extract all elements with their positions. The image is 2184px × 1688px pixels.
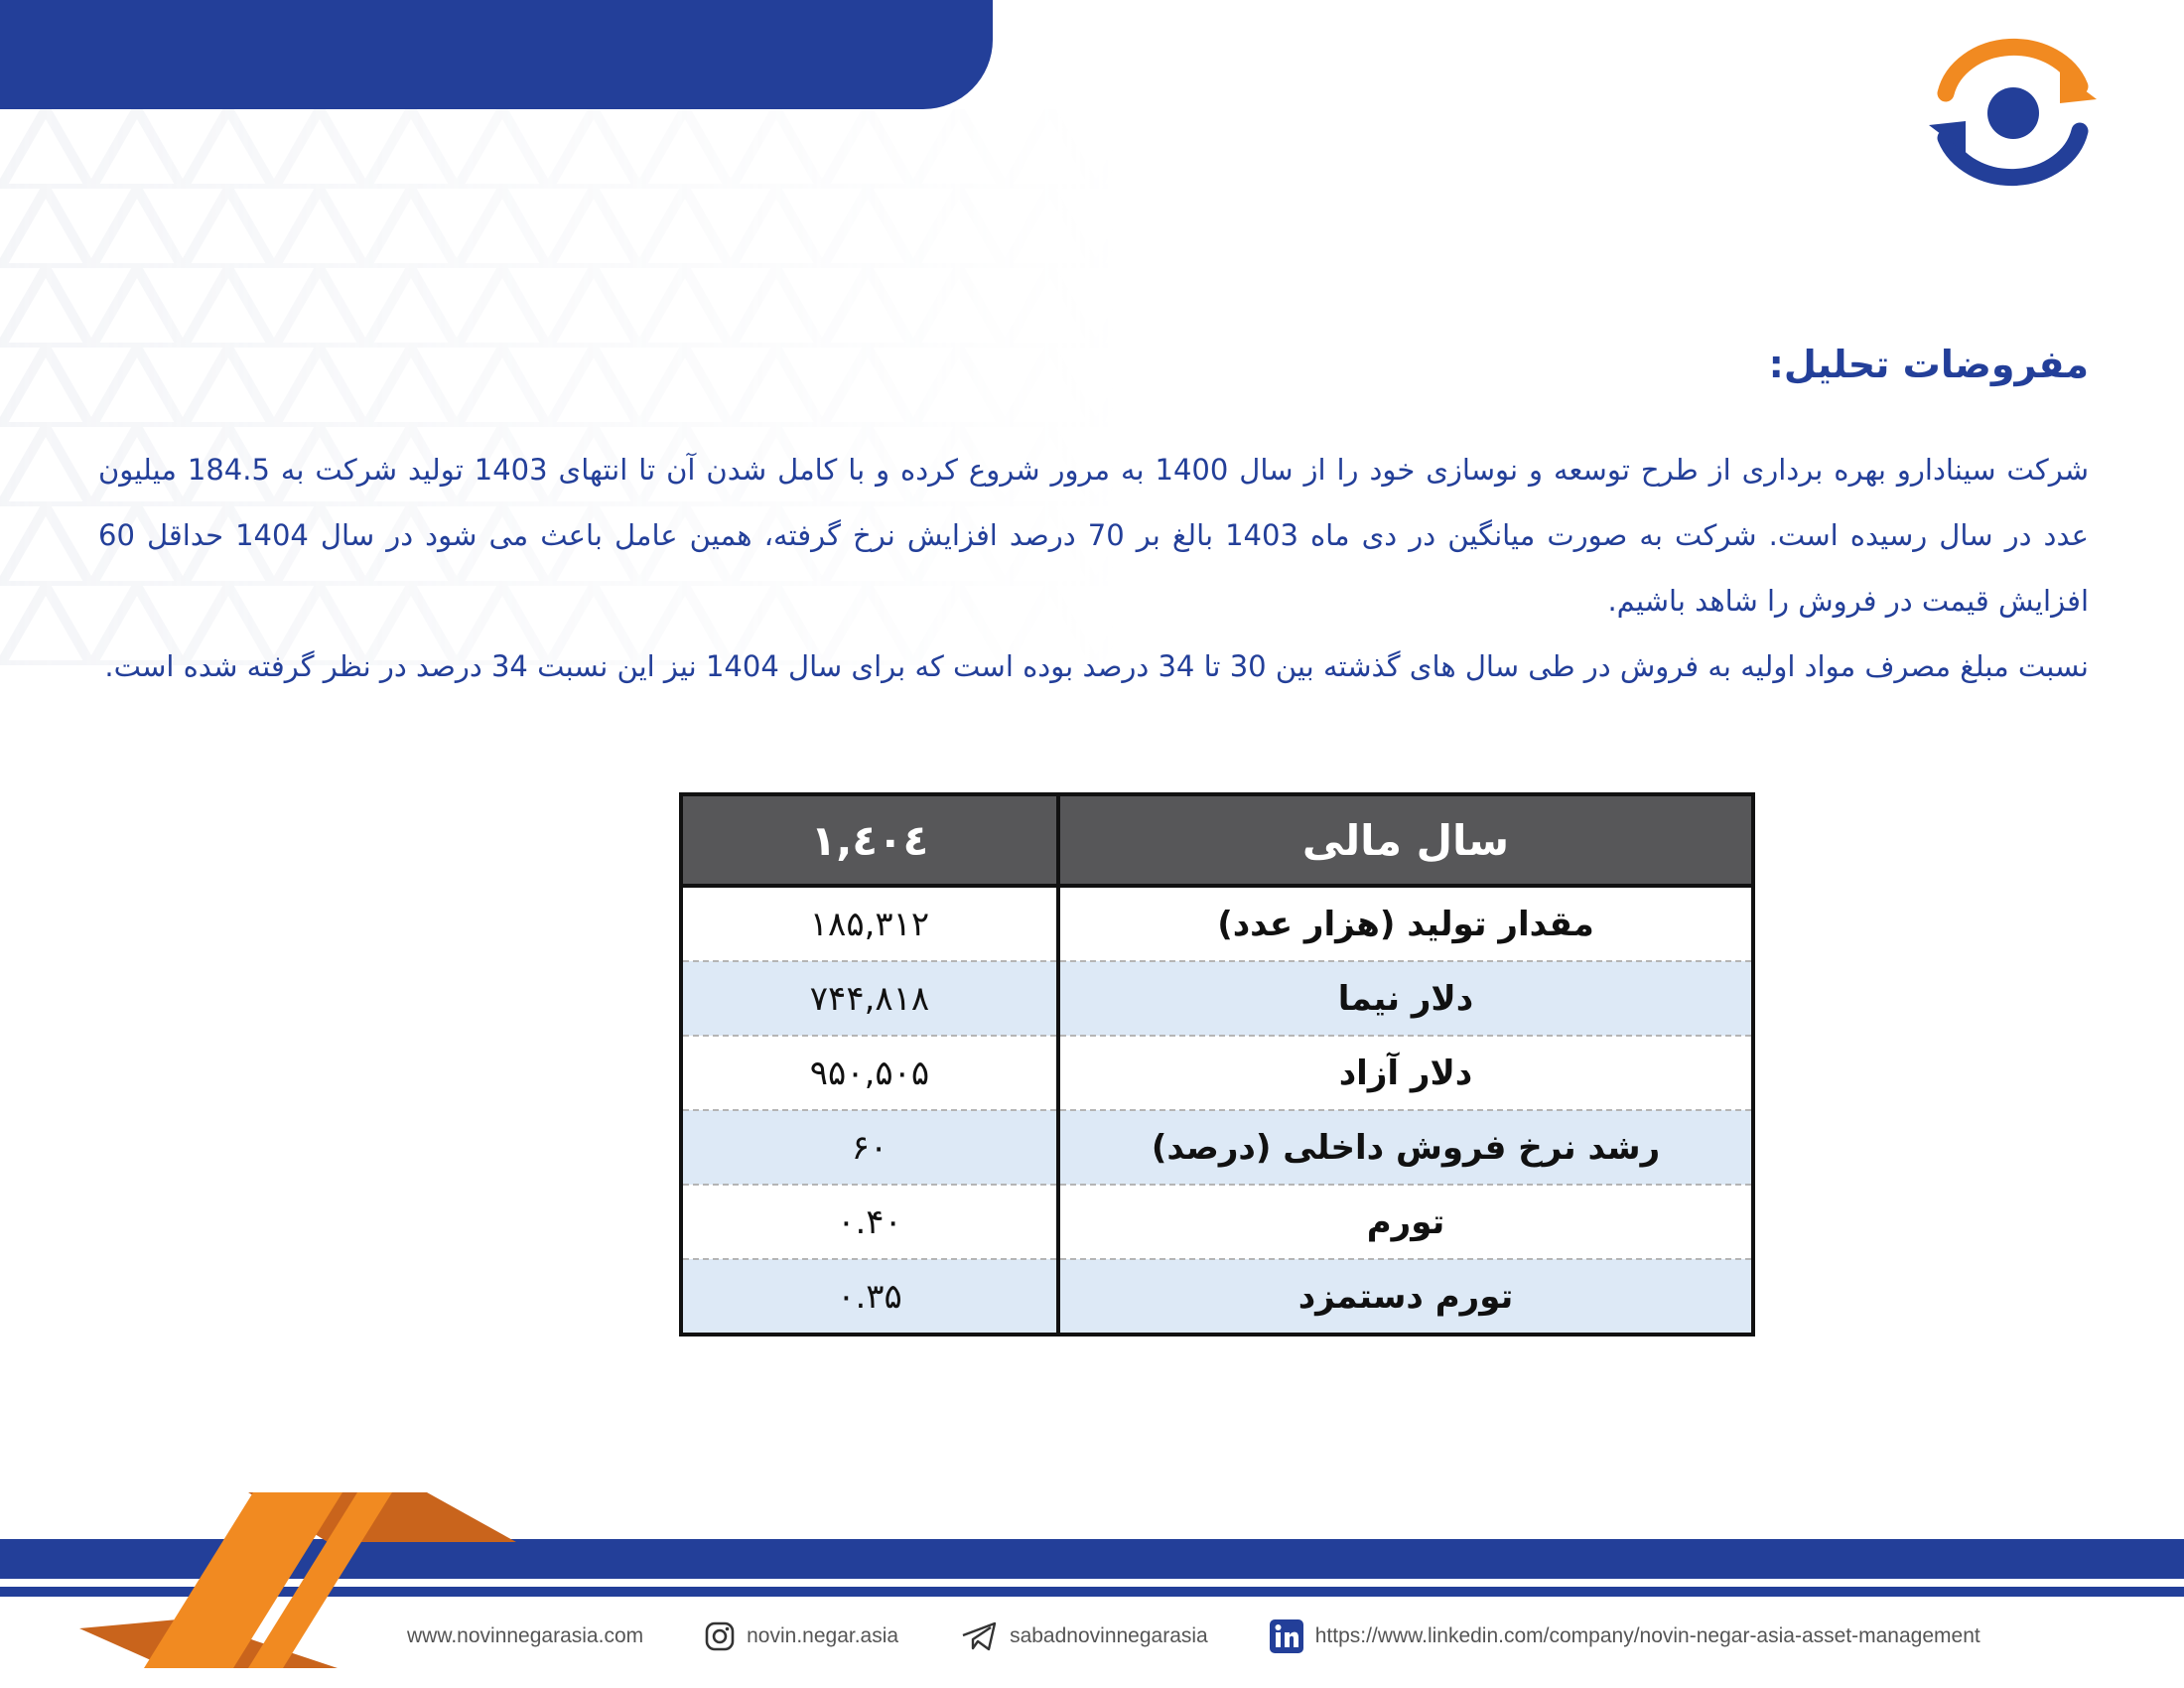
website-text[interactable]: www.novinnegarasia.com: [407, 1624, 644, 1647]
row-label: تورم: [1058, 1185, 1753, 1259]
table-row: [681, 886, 1753, 961]
linkedin-icon: [1270, 1619, 1303, 1653]
row-value: ۶۰: [681, 1110, 1058, 1185]
table-row: [681, 1036, 1753, 1110]
linkedin-text[interactable]: https://www.linkedin.com/company/novin-negar-asia-asset-management: [1314, 1624, 1980, 1647]
telegram-icon: [960, 1620, 998, 1652]
row-label: رشد نرخ فروش داخلی (درصد): [1058, 1110, 1753, 1185]
row-label: تورم دستمزد: [1058, 1259, 1753, 1335]
row-label: مقدار تولید (هزار عدد): [1058, 886, 1753, 961]
analysis-assumptions-text: [98, 437, 2089, 699]
row-value: ۱۸۵,۳۱۲: [681, 886, 1058, 961]
website-link[interactable]: [407, 1624, 643, 1648]
header-year: ١,٤٠٤: [681, 794, 1058, 886]
instagram-link[interactable]: [705, 1621, 898, 1651]
paragraph-material-cost: نسبت مبلغ مصرف مواد اولیه به فروش در طی سال های گذشته بین 30 تا 34 درصد بوده است که برای سال 1404 نیز این نسبت 34 درصد در نظر گرفته شده است.: [104, 649, 2089, 683]
row-value: ۹۵۰,۵۰۵: [681, 1036, 1058, 1110]
table-row: [681, 961, 1753, 1036]
table-row: [681, 1110, 1753, 1185]
instagram-text[interactable]: novin.negar.asia: [747, 1624, 899, 1647]
row-label: دلار آزاد: [1058, 1036, 1753, 1110]
row-label: دلار نیما: [1058, 961, 1753, 1036]
row-value: ۰.۳۵: [681, 1259, 1058, 1335]
table-row: [681, 1259, 1753, 1335]
linkedin-link[interactable]: [1270, 1619, 1980, 1653]
footer-links: [407, 1618, 2105, 1654]
paragraph-production: شرکت سینادارو بهره برداری از طرح توسعه و نوسازی خود را از سال 1400 به مرور شروع کرده و با کامل شدن آن تا انتهای 1403 تولید شرکت به 184.5 میلیون عدد در سال رسیده است. شرکت به صورت میانگین در دی ماه 1403 بالغ بر 70 درصد افزایش نرخ گرفته، همین عامل باعث می شود در سال 1404 حداقل 60 افزایش قیمت در فروش را شاهد باشیم.: [98, 453, 2090, 618]
header-band: [0, 0, 993, 109]
company-logo: [1926, 32, 2100, 191]
section-title: مفروضات تحلیل:: [1768, 343, 2089, 386]
row-value: ۰.۴۰: [681, 1185, 1058, 1259]
row-value: ۷۴۴,۸۱۸: [681, 961, 1058, 1036]
telegram-link[interactable]: [960, 1620, 1208, 1652]
header-label: سال مالی: [1058, 794, 1753, 886]
telegram-text[interactable]: sabadnovinnegarasia: [1010, 1624, 1208, 1647]
table-row: [681, 1185, 1753, 1259]
table-header-row: [681, 794, 1753, 886]
assumptions-table: [679, 792, 1755, 1336]
instagram-icon: [705, 1621, 735, 1651]
